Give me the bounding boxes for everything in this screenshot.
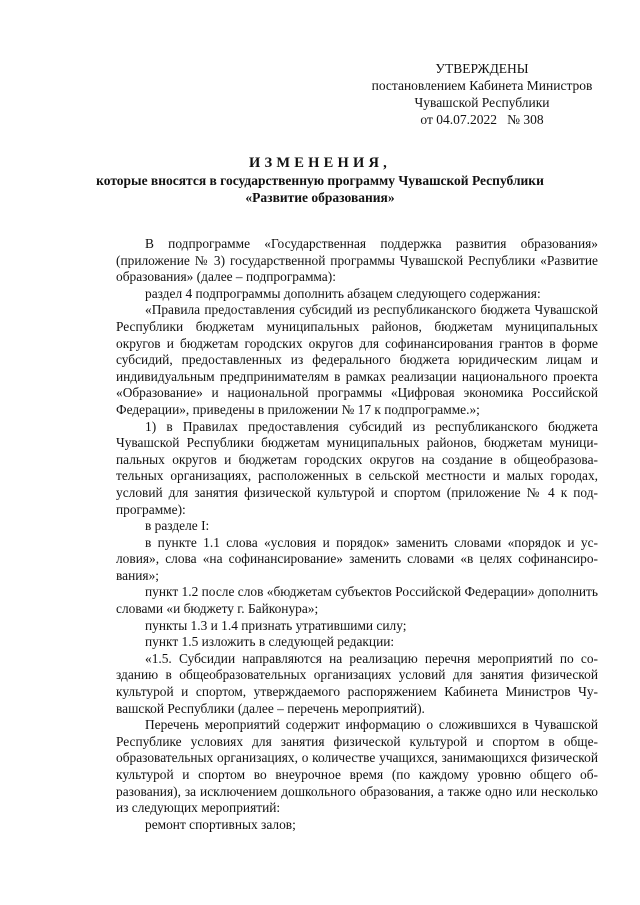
paragraph: в пункте 1.1 слова «условия и порядок» заменить словами «порядок и условия», слова «на софинансирование» заменить словами «в целях софинансирования»; [116,534,598,583]
approval-line-republic: Чувашской Республики [414,95,550,110]
paragraph: ремонт спортивных залов; [145,816,296,832]
paragraph: В подпрограмме «Государственная поддержка развития образования» (приложение № 3) государственной программы Чувашской Республики «Развитие образования» (далее – подпрограмма): [116,236,598,285]
document-body [116,236,598,833]
paragraph: пункт 1.2 после слов «бюджетам субъектов Российской Федерации» дополнить словами «и бюджету г. Байконура»; [116,584,598,617]
approval-line-date-number: от 04.07.2022 № 308 [420,112,544,127]
paragraph: пункты 1.3 и 1.4 признать утратившими силу; [145,617,407,633]
paragraph: в разделе I: [145,518,210,534]
approval-line-approved: УТВЕРЖДЕНЫ [435,61,529,76]
paragraph: пункт 1.5 изложить в следующей редакции: [145,634,395,650]
paragraph: раздел 4 подпрограммы дополнить абзацем следующего содержания: [145,285,541,301]
title-heading: ИЗМЕНЕНИЯ, [249,155,391,171]
title-program-name: «Развитие образования» [245,190,395,205]
paragraph: 1) в Правилах предоставления субсидий из республиканского бюджета Чувашской Республики бюджетам муниципальных районов, бюджетам муниципальных округов и бюджетам городских округов на создание в общеобразовательных организациях, расположенных в сельской местности и малых городах, условий для занятия физической культурой и спортом (приложение № 4 к подпрограмме): [116,418,598,517]
paragraph: «Правила предоставления субсидий из республиканского бюджета Чувашской Республики бюджетам муниципальных районов, бюджетам муниципальных округов и бюджетам городских округов для софинансирования грантов в форме субсидий, предоставленных из федерального бюджета юридическим лицам и индивидуальным предпринимателям в рамках реализации национального проекта «Образование» и национальной программы «Цифровая экономика Российской Федерации», приведены в приложении № 17 к подпрограмме.»; [116,302,598,417]
paragraph: Перечень мероприятий содержит информацию о сложившихся в Чувашской Республике условиях для занятия физической культурой и спортом в общеобразовательных организациях, о количестве учащихся, занимающихся физической культурой и спортом во внеурочное время (по каждому уровню общего образования), за исключением дошкольного образования, а также одно или несколько из следующих мероприятий: [116,717,598,816]
approval-stamp [362,60,602,128]
title-subject-line: которые вносятся в государственную программу Чувашской Республики [96,173,544,188]
approval-line-authority: постановлением Кабинета Министров [371,78,593,93]
paragraph: «1.5. Субсидии направляются на реализацию перечня мероприятий по созданию в общеобразовательных организациях условий для занятия физической культурой и спортом, утверждаемого распоряжением Кабинета Министров Чувашской Республики (далее – перечень мероприятий). [116,650,598,716]
document-title [80,154,560,206]
